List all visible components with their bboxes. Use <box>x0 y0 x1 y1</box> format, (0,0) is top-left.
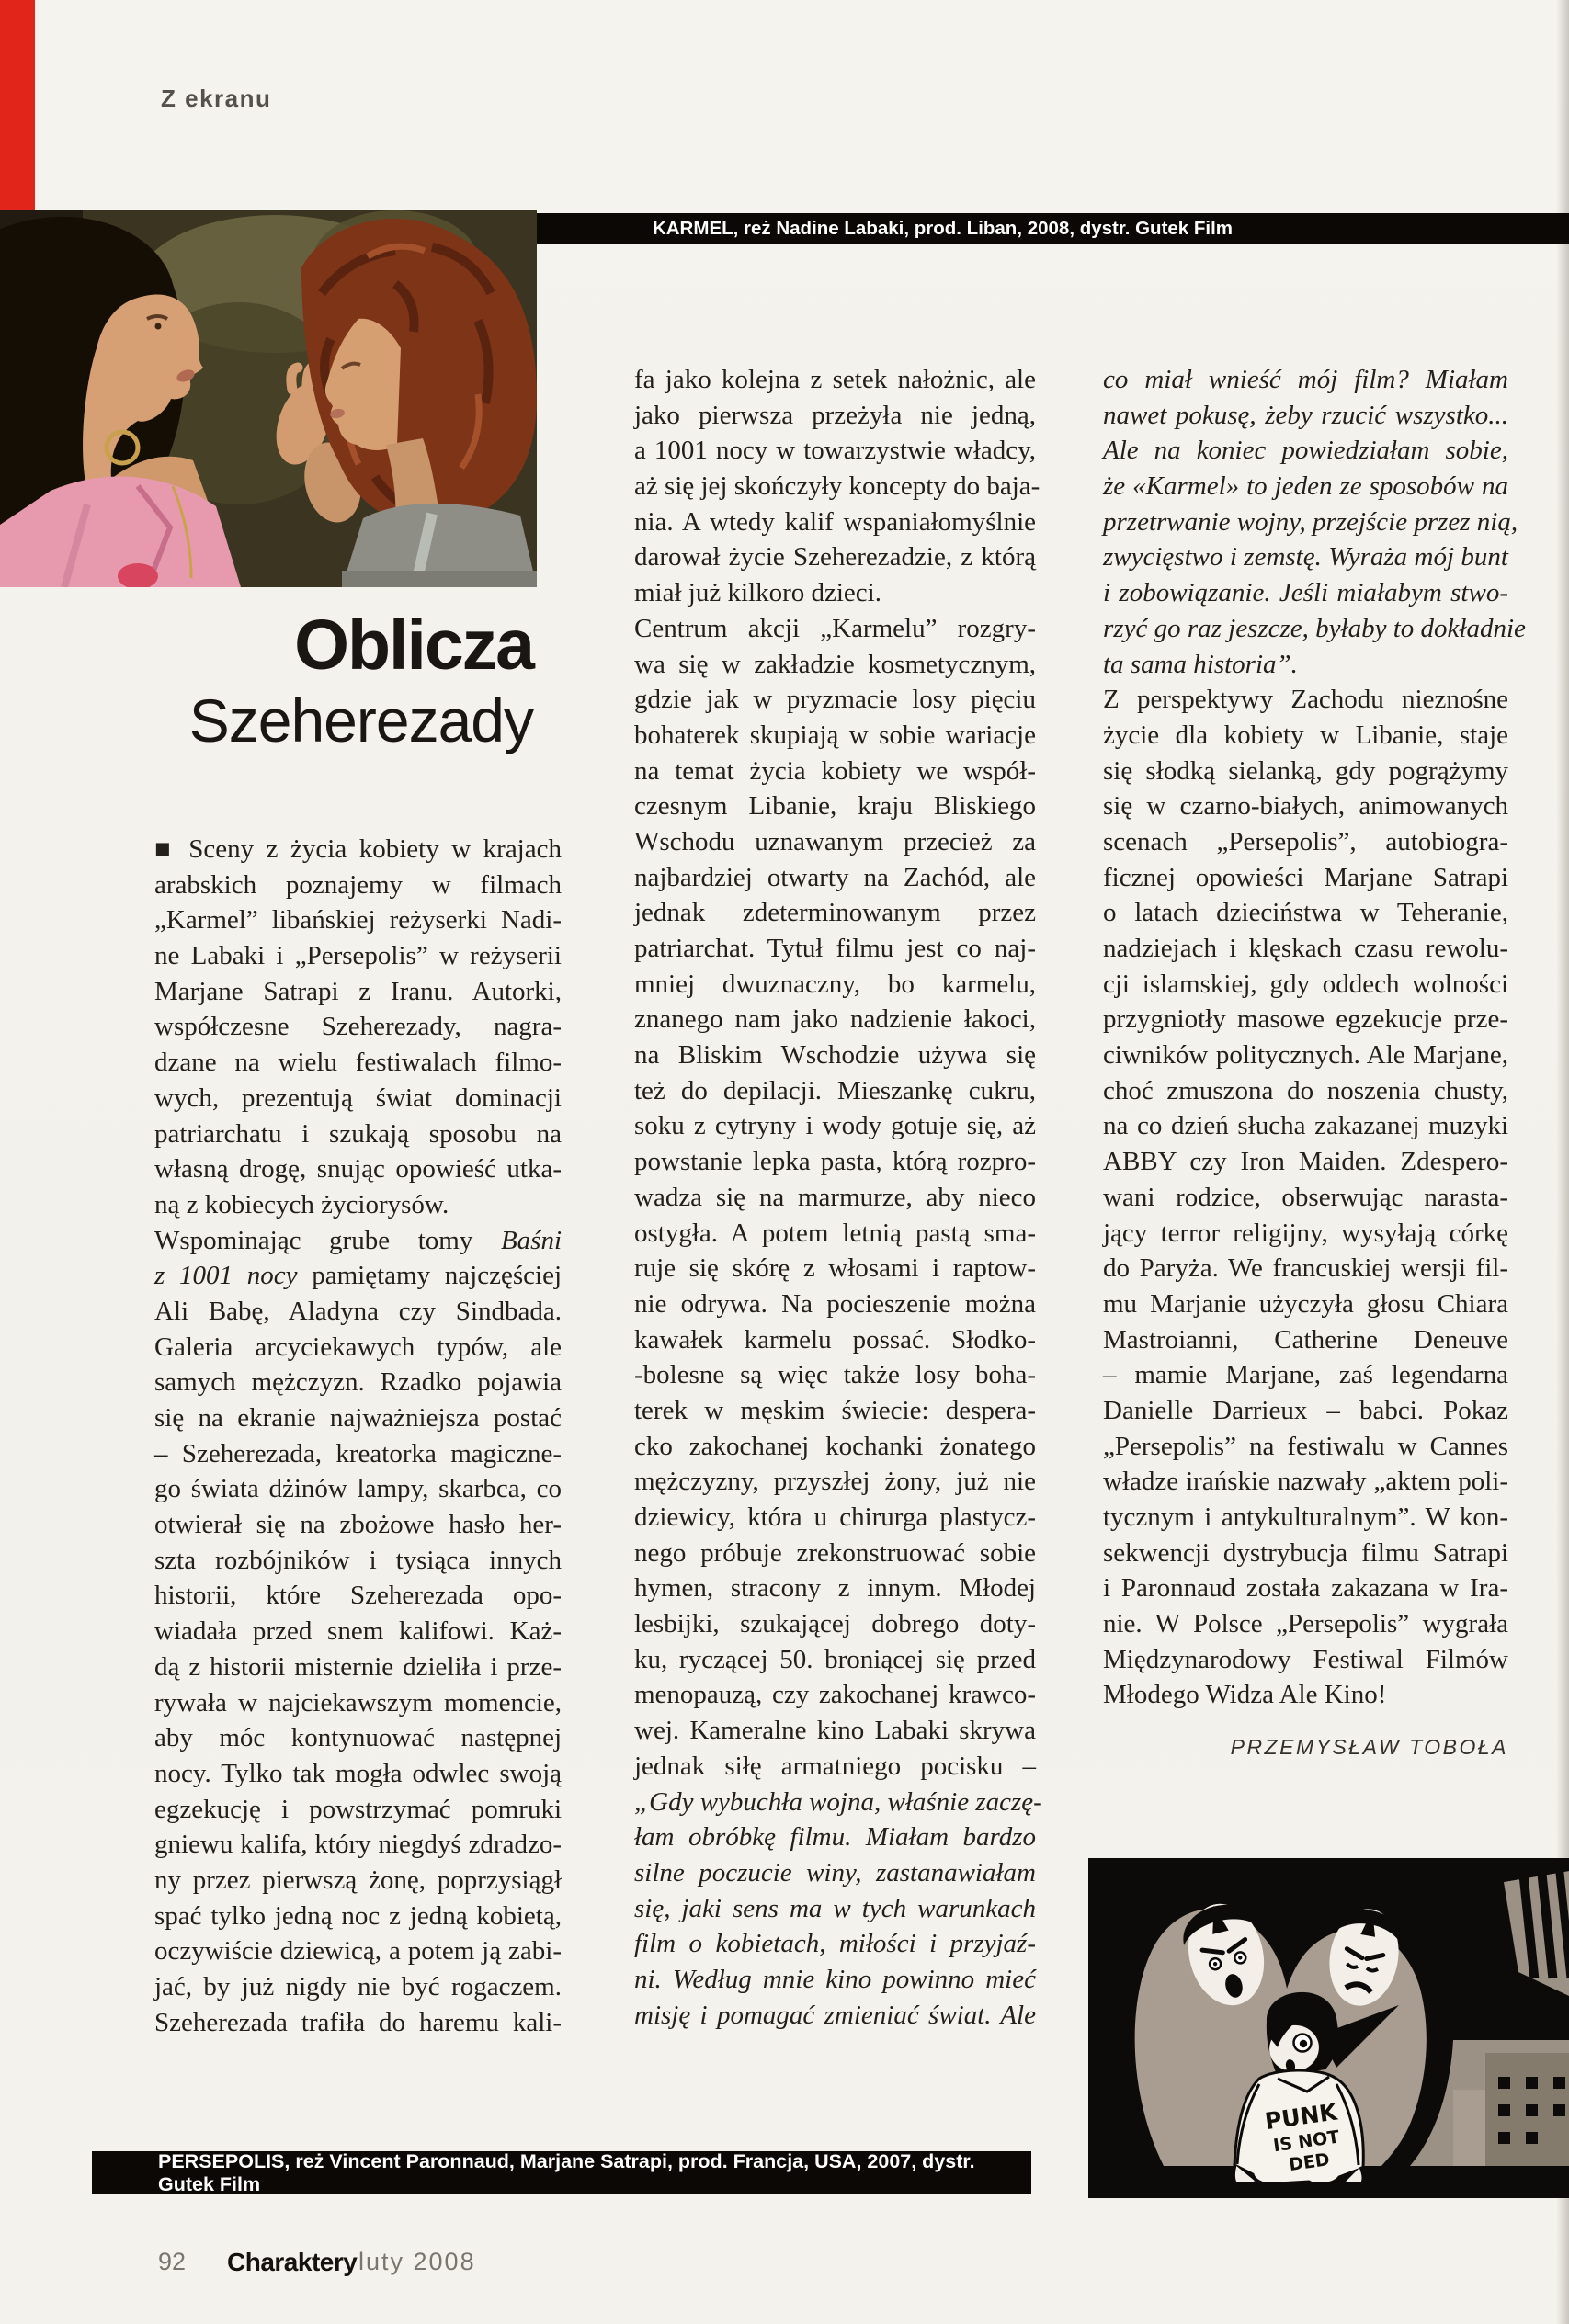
jacket-text-line-3: DED <box>1287 2149 1331 2176</box>
text-line: cko zakochanej kochanki żonatego <box>634 1431 1036 1461</box>
karmel-caption-text: KARMEL, reż Nadine Labaki, prod. Liban, 2008, dystr. Gutek Film <box>652 218 1234 239</box>
text-line: film o kobietach, miłości i przyjaź- <box>634 1929 1036 1959</box>
film-still-graphic <box>0 210 537 587</box>
text-line: ruje się skórę z włosami i raptow- <box>634 1253 1036 1284</box>
text-line: na Bliskim Wschodzie używa się <box>634 1040 1036 1071</box>
issue-date: luty 2008 <box>358 2248 476 2275</box>
text-line: Marjane Satrapi z Iranu. Autorki, <box>154 976 562 1006</box>
text-line: i zobowiązanie. Jeśli miałabym stwo- <box>1103 578 1508 608</box>
text-line: przetrwanie wojny, przejście przez nią, <box>1103 506 1518 537</box>
text-line: ne Labaki i „Persepolis” w reżyserii <box>154 941 562 971</box>
text-line: mu Marjanie użyczyła głosu Chiara <box>1103 1288 1508 1319</box>
article-column-middle <box>634 362 1042 2033</box>
magazine-name: Charaktery <box>227 2248 358 2276</box>
text-line: zwycięstwo i zemstę. Wyraża mój bunt <box>1103 542 1508 572</box>
text-line: -bolesne są więc także losy boha- <box>634 1360 1036 1390</box>
text-line: mniej dwuznaczny, bo karmelu, <box>634 969 1036 999</box>
text-line: Mastroianni, Catherine Deneuve <box>1103 1324 1508 1355</box>
text-line: przygniotły masowe egzekucje prze- <box>1103 1004 1508 1035</box>
text-line: cji islamskiej, gdy oddech wolności <box>1103 969 1508 999</box>
text-line: nie. W Polsce „Persepolis” wygrała <box>1103 1609 1508 1639</box>
text-line: współczesne Szeherezady, nagra- <box>154 1012 562 1042</box>
article-column-right <box>1103 362 1526 1713</box>
text-line: ną z kobiecych życiorysów. <box>154 1189 449 1219</box>
text-line: Ali Babę, Aladyna czy Sindbada. <box>154 1296 562 1326</box>
text-line: wych, prezentują świat dominacji <box>154 1083 562 1113</box>
text-line: terek w męskim świecie: despera- <box>634 1395 1036 1425</box>
text-line: tycznym i antykulturalnym”. W kon- <box>1103 1502 1508 1532</box>
text-line: z 1001 nocy pamiętamy najczęściej <box>154 1261 562 1291</box>
text-line: jać, by już nigdy nie być rogaczem. <box>154 1972 562 2001</box>
text-line: łam obróbkę filmu. Miałam bardzo <box>634 1822 1036 1853</box>
karmel-film-still <box>0 210 537 587</box>
text-line: – mamie Marjane, zaś legendarna <box>1103 1360 1508 1390</box>
text-line: wani rodzice, obserwując narasta- <box>1103 1182 1508 1212</box>
text-line: misję i pomagać zmieniać świat. Ale <box>634 2000 1036 2030</box>
text-line: czesnym Libanie, kraju Bliskiego <box>634 791 1036 822</box>
text-line: ficznej opowieści Marjane Satrapi <box>1103 862 1508 892</box>
text-line: powstanie lepka pasta, którą rozpro- <box>634 1147 1036 1177</box>
text-line: szta rozbójników i tysiąca innych <box>154 1545 562 1575</box>
text-line: ny przez pierwszą żonę, poprzysiągł <box>154 1865 562 1895</box>
text-line: Ale na koniec powiedziałam sobie, <box>1103 436 1508 466</box>
text-line: Międzynarodowy Festiwal Filmów <box>1103 1644 1508 1674</box>
text-line: kawałek karmelu possać. Słodko- <box>634 1324 1036 1355</box>
text-line: i Paronnaud została zakazana w Ira- <box>1103 1573 1508 1604</box>
text-line: na temat życia kobiety we współ- <box>634 755 1036 786</box>
text-line: ABBY czy Iron Maiden. Zdespero- <box>1103 1147 1508 1177</box>
text-line: gdzie jak w pryzmacie losy pięciu <box>634 685 1036 715</box>
text-line: a 1001 nocy w towarzystwie władcy, <box>634 436 1036 466</box>
text-line: ■ Sceny z życia kobiety w krajach <box>154 834 562 864</box>
page-footer <box>0 2248 1569 2281</box>
text-line: rywała w najciekawszym momencie, <box>154 1687 562 1717</box>
text-line: Szeherezada trafiła do haremu kali- <box>154 2007 562 2037</box>
text-line: własną drogę, snując opowieść utka- <box>154 1154 562 1185</box>
text-line: jednak siłę armatniego pocisku – <box>634 1751 1036 1781</box>
karmel-caption-bar <box>537 213 1569 244</box>
text-line: jako pierwsza przeżyła nie jedną, <box>634 400 1036 430</box>
text-line: „Karmel” libańskiej reżyserki Nadi- <box>154 905 562 935</box>
text-line: – Szeherezada, kreatorka magiczne- <box>154 1438 562 1468</box>
text-line: ni. Według mnie kino powinno mieć <box>634 1964 1036 1994</box>
jacket-text-line-2: IS NOT <box>1271 2126 1341 2157</box>
text-line: mężczyzny, przyszłej żony, już nie <box>634 1467 1036 1497</box>
text-line: aby móc kontynuować następnej <box>154 1723 562 1753</box>
text-line: Wschodu uznawanym przecież za <box>634 826 1036 856</box>
text-line: nocy. Tylko tak mogła odwlec swoją <box>154 1758 562 1788</box>
section-label: Z ekranu <box>161 85 272 112</box>
text-line: choć zmuszona do noszenia chusty, <box>1103 1075 1508 1105</box>
text-line: władze irańskie nazwały „aktem poli- <box>1103 1467 1508 1497</box>
text-line: dzane na wielu festiwalach filmo- <box>154 1048 562 1078</box>
text-line: nawet pokusę, żeby rzucić wszystko... <box>1103 400 1508 430</box>
text-line: się w czarno-białych, animowanych <box>1103 791 1508 822</box>
text-line: gniewu kalifa, który niegdyś zdradzo- <box>154 1830 562 1860</box>
text-line: na co dzień słucha zakazanej muzyki <box>1103 1111 1508 1141</box>
text-line: oczywiście dziewicą, a potem ją zabi- <box>154 1936 562 1967</box>
text-line: hymen, stracony z innym. Młodej <box>634 1573 1036 1604</box>
text-line: egzekucję i powstrzymać pomruki <box>154 1794 562 1824</box>
text-line: „Gdy wybuchła wojna, właśnie zaczę- <box>634 1786 1042 1817</box>
text-line: go świata dżinów lampy, skarbca, co <box>154 1474 562 1504</box>
text-line: Centrum akcji „Karmelu” rozgry- <box>634 613 1036 643</box>
article-title <box>154 606 533 754</box>
text-line: o latach dzieciństwa w Teheranie, <box>1103 898 1508 928</box>
text-line: lesbijki, szukającej dobrego doty- <box>634 1609 1036 1639</box>
text-line: do Paryża. We francuskiej wersji fil- <box>1103 1253 1508 1284</box>
text-line: się słodką sielanką, gdy pogrążymy <box>1103 755 1508 786</box>
text-line: sekwencji dystrybucja filmu Satrapi <box>1103 1537 1508 1568</box>
text-line: też do depilacji. Mieszankę cukru, <box>634 1075 1036 1105</box>
text-line: otwierał się na zbożowe hasło her- <box>154 1510 562 1540</box>
text-line: soku z cytryny i wody gotuje się, aż <box>634 1111 1036 1141</box>
text-line: dziewicy, która u chirurga plastycz- <box>634 1502 1036 1532</box>
text-line: życie dla kobiety w Libanie, staje <box>1103 720 1508 750</box>
text-line: samych mężczyzn. Rzadko pojawia <box>154 1367 562 1398</box>
persepolis-illustration <box>1088 1857 1569 2199</box>
text-line: nie odrywa. Na pocieszenie można <box>634 1288 1036 1319</box>
text-line: bohaterek skupiają w sobie wariacje <box>634 720 1036 750</box>
text-line: patriarchat. Tytuł filmu jest co naj- <box>634 934 1036 963</box>
text-line: rzyć go raz jeszcze, byłaby to dokładnie <box>1103 613 1526 643</box>
text-line: wadza się na marmurze, aby nieco <box>634 1182 1036 1212</box>
author-byline: PRZEMYSŁAW TOBOŁA <box>1230 1735 1508 1759</box>
page-number: 92 <box>158 2248 187 2275</box>
text-line: silne poczucie winy, zastanawiałam <box>634 1857 1036 1888</box>
title-line-1: Oblicza <box>294 606 533 685</box>
text-line: arabskich poznajemy w filmach <box>154 869 562 900</box>
persepolis-caption-text: PERSEPOLIS, reż Vincent Paronnaud, Marjane Satrapi, prod. Francja, USA, 2007, dystr. Gutek Film <box>158 2149 975 2195</box>
text-line: historii, które Szeherezada opo- <box>154 1581 562 1611</box>
text-line: najbardziej otwarty na Zachód, ale <box>634 862 1036 892</box>
persepolis-caption-bar <box>92 2151 1031 2194</box>
text-line: że «Karmel» to jeden ze sposobów na <box>1103 471 1508 502</box>
text-line: ta sama historia”. <box>1103 649 1298 679</box>
text-line: znanego nam jako nadzienie łakoci, <box>634 1004 1036 1035</box>
text-line: Danielle Darrieux – babci. Pokaz <box>1103 1395 1508 1425</box>
text-line: „Persepolis” na festiwalu w Cannes <box>1103 1431 1508 1461</box>
text-line: Wspominając grube tomy Baśni <box>154 1225 562 1255</box>
text-line: co miał wnieść mój film? Miałam <box>1103 365 1508 394</box>
text-line: ku, ryczącej 50. broniącej się przed <box>634 1644 1036 1674</box>
text-line: scenach „Persepolis”, autobiogra- <box>1103 826 1508 856</box>
text-line: Z perspektywy Zachodu nieznośne <box>1103 685 1508 715</box>
text-line: wiadała przed snem kalifowi. Każ- <box>154 1616 562 1647</box>
jacket-text-line-1: PUNK <box>1263 2098 1339 2136</box>
text-line: menopauzą, czy zakochanej krawco- <box>634 1680 1036 1710</box>
article-column-left <box>154 832 562 2040</box>
text-line: nia. A wtedy kalif wspaniałomyślnie <box>634 506 1036 537</box>
text-line: wa się w zakładzie kosmetycznym, <box>634 649 1036 679</box>
text-line: patriarchatu i szukają sposobu na <box>154 1118 562 1149</box>
text-line: się na ekranie najważniejsza postać <box>154 1403 562 1433</box>
text-line: aż się jej skończyły koncepty do baja- <box>634 471 1040 502</box>
text-line: ostygła. A potem letnią pastą sma- <box>634 1218 1036 1248</box>
title-line-2: Szeherezady <box>188 686 533 754</box>
text-line: nego próbuje zrekonstruować sobie <box>634 1537 1036 1568</box>
text-line: spać tylko jedną noc z jedną kobietą, <box>154 1900 562 1931</box>
text-line: wej. Kameralne kino Labaki skrywa <box>634 1716 1036 1746</box>
text-line: Galeria arcyciekawych typów, ale <box>154 1332 562 1362</box>
persepolis-frame-graphic <box>1088 1857 1569 2199</box>
text-line: fa jako kolejna z setek nałożnic, ale <box>634 365 1036 394</box>
text-line: miał już kilkoro dzieci. <box>634 578 881 608</box>
text-line: Młodego Widza Ale Kino! <box>1103 1680 1387 1710</box>
text-line: dą z historii misternie dzieliła i prze- <box>154 1651 562 1682</box>
text-line: nadziejach i klęskach czasu rewolu- <box>1103 934 1508 963</box>
text-line: ciwników politycznych. Ale Marjane, <box>1103 1040 1508 1071</box>
text-line: darował życie Szeherezadzie, z którą <box>634 542 1036 572</box>
text-line: jednak zdeterminowanym przez <box>634 898 1036 928</box>
text-line: się, jaki sens ma w tych warunkach <box>634 1893 1036 1923</box>
text-line: jący terror religijny, wysyłają córkę <box>1103 1218 1508 1248</box>
